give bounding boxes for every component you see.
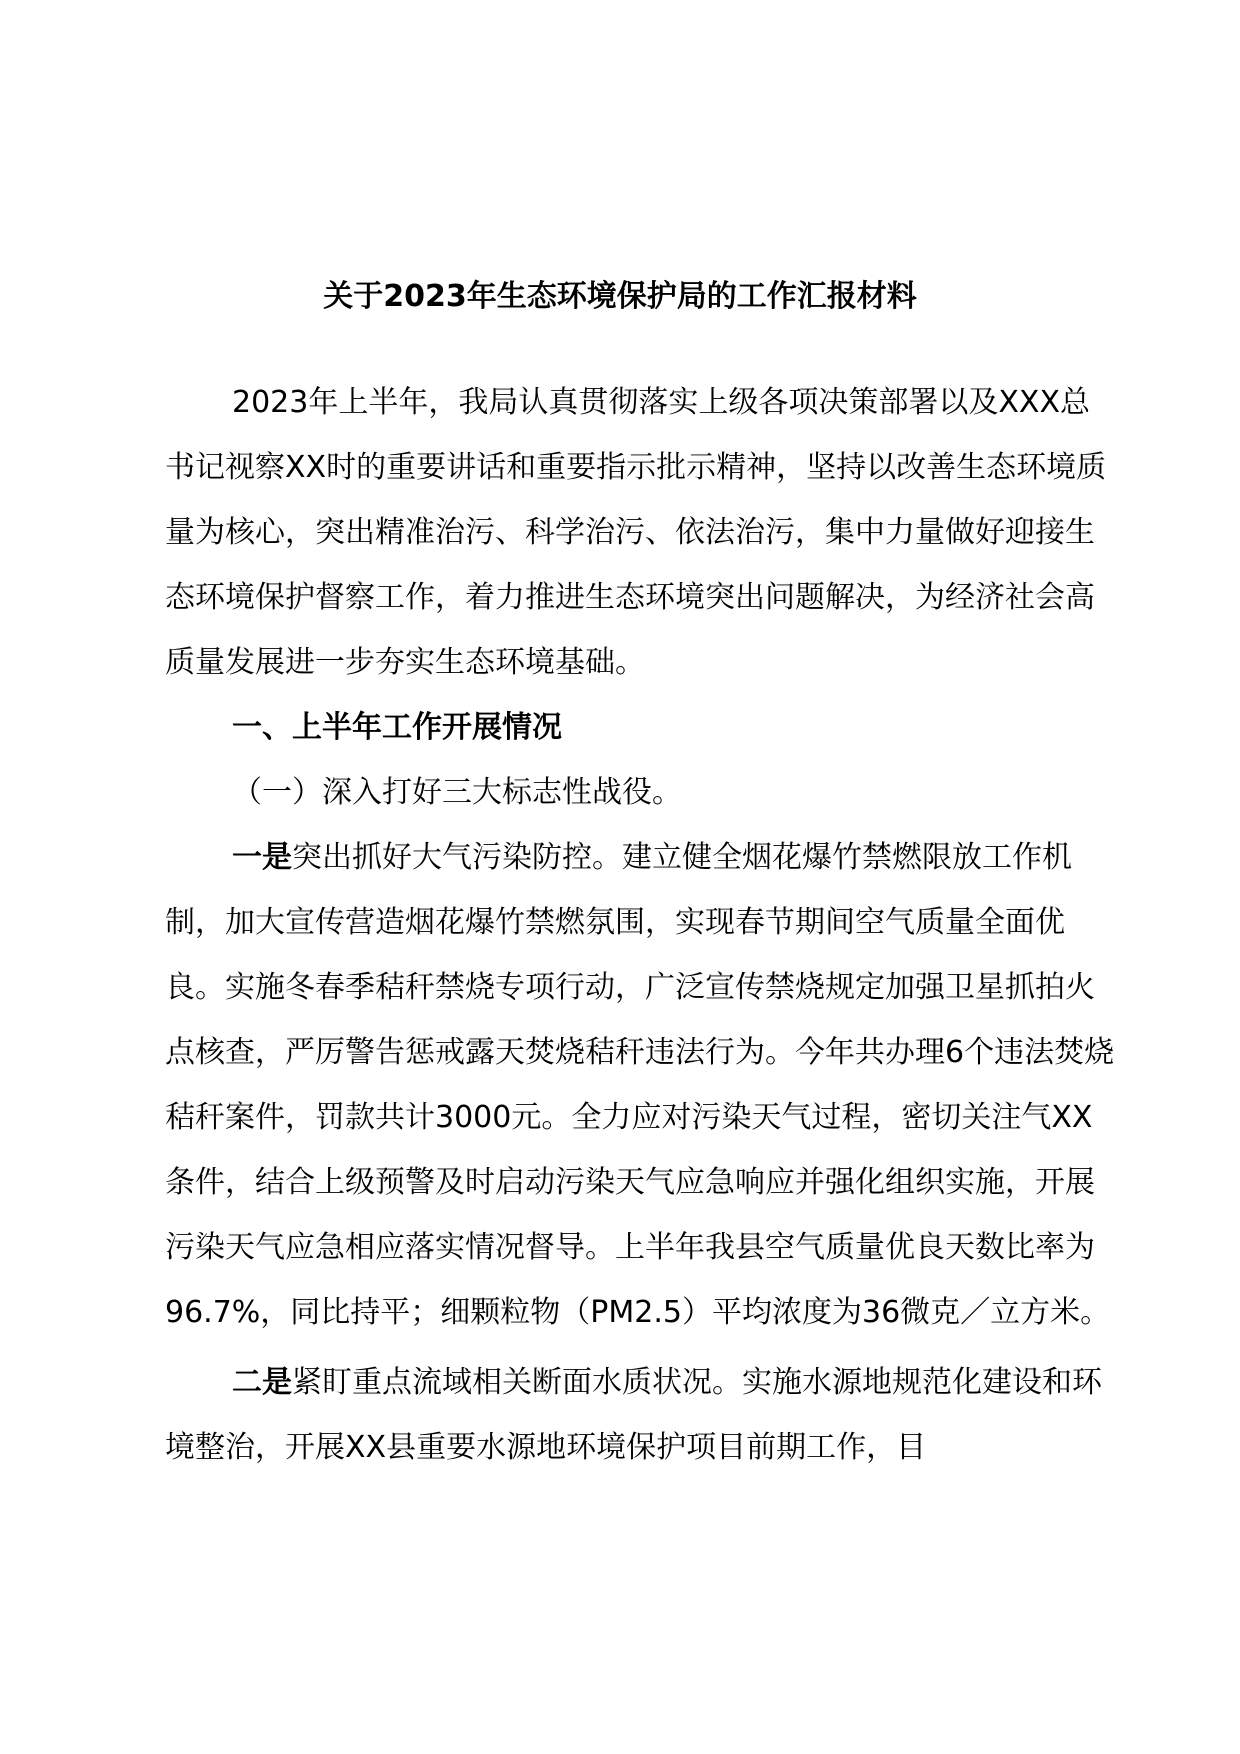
item-2-text: 紧盯重点流域相关断面水质状况。实施水源地规范化建设和环境整治，开展XX县重要水源地环境保护项目前期工作，目: [165, 1365, 1102, 1465]
item-1-text: 突出抓好大气污染防控。建立健全烟花爆竹禁燃限放工作机制，加大宣传营造烟花爆竹禁燃氛围，实现春节期间空气质量全面优良。实施冬春季秸秆禁烧专项行动，广泛宣传禁烧规定加强卫星抓拍火点核查，严厉警告惩戒露天焚烧秸秆违法行为。今年共办理6个违法焚烧秸秆案件，罚款共计3000元。全力应对污染天气过程，密切关注气XX条件，结合上级预警及时启动污染天气应急响应并强化组织实施，开展污染天气应急相应落实情况督导。上半年我县空气质量优良天数比率为96.7%，同比持平；细颗粒物（PM2.5）平均浓度为36微克／立方米。: [165, 840, 1115, 1330]
document-body: [165, 370, 1115, 1480]
document-title: 关于2023年生态环境保护局的工作汇报材料: [323, 279, 917, 314]
section-heading: 一、上半年工作开展情况: [232, 710, 562, 745]
item-1-lead: 一是: [232, 840, 292, 875]
item-2-paragraph: [165, 1350, 1115, 1480]
subsection-heading: （一）深入打好三大标志性战役。: [232, 775, 682, 810]
item-1-paragraph: [165, 825, 1115, 1345]
intro-paragraph: 2023年上半年，我局认真贯彻落实上级各项决策部署以及XXX总书记视察XX时的重要讲话和重要指示批示精神，坚持以改善生态环境质量为核心，突出精准治污、科学治污、依法治污，集中力量做好迎接生态环境保护督察工作，着力推进生态环境突出问题解决，为经济社会高质量发展进一步夯实生态环境基础。: [165, 385, 1107, 680]
item-2-lead: 二是: [232, 1365, 292, 1400]
